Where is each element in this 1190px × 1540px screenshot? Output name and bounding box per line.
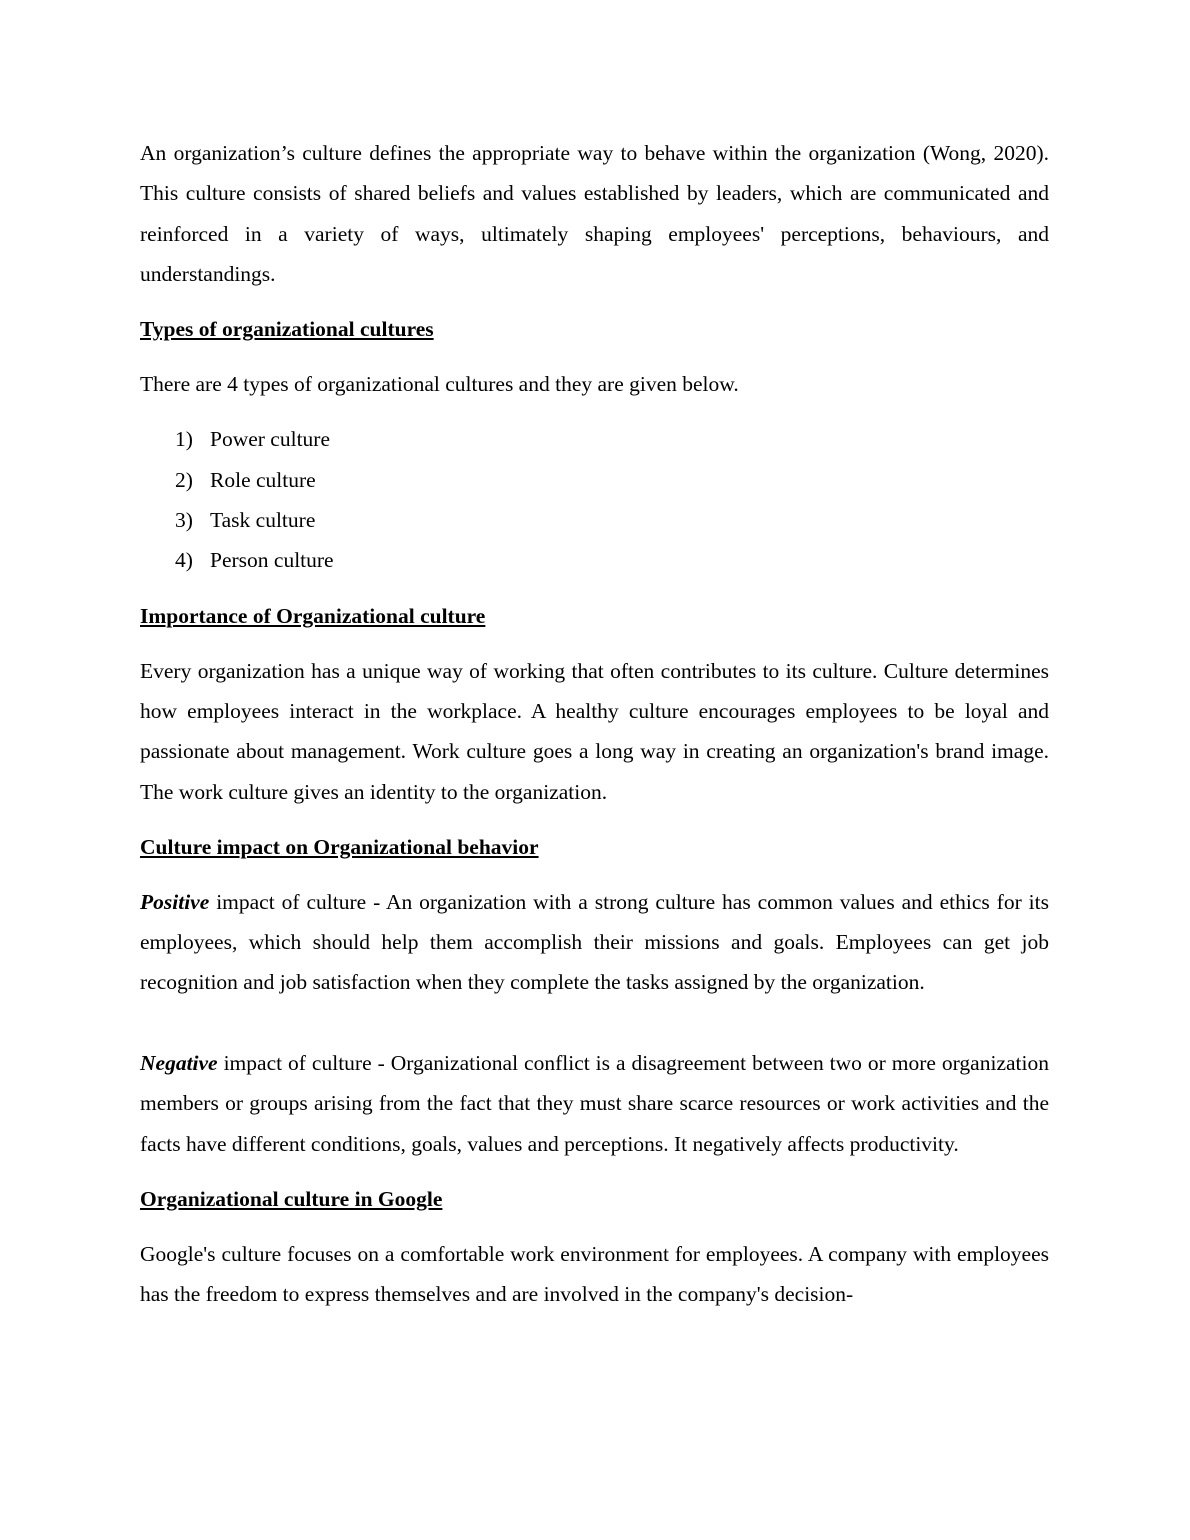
intro-paragraph: An organization’s culture defines the appropriate way to behave within the organization (Wong, 2020). This culture consists of shared beliefs and values established by leaders, which are communicated and reinforced in a variety of ways, ultimately shaping employees' perceptions, behaviours, and understandings. xyxy=(140,141,1049,286)
negative-label: Negative xyxy=(140,1051,218,1076)
list-number: 3) xyxy=(175,508,193,533)
list-item-label: Role culture xyxy=(210,467,316,492)
document-page xyxy=(140,133,1049,1315)
negative-impact-paragraph xyxy=(140,1043,1049,1164)
types-heading: Types of organizational cultures xyxy=(140,317,434,342)
culture-types-list xyxy=(140,419,1049,580)
list-item-label: Task culture xyxy=(210,508,316,533)
positive-label: Positive xyxy=(140,889,210,914)
list-number: 4) xyxy=(175,548,193,573)
google-paragraph: Google's culture focuses on a comfortable work environment for employees. A company with employees has the freedom to express themselves and are involved in the company's decision- xyxy=(140,1241,1049,1307)
list-number: 1) xyxy=(175,427,193,452)
list-item xyxy=(140,419,1049,459)
list-item-label: Power culture xyxy=(210,427,331,452)
google-heading: Organizational culture in Google xyxy=(140,1186,443,1211)
importance-paragraph: Every organization has a unique way of working that often contributes to its culture. Culture determines how employees interact in the workplace. A healthy culture encourages employees to be loyal and passionate about management. Work culture goes a long way in creating an organization's brand image. The work culture gives an identity to the organization. xyxy=(140,658,1049,804)
impact-heading: Culture impact on Organizational behavior xyxy=(140,834,539,859)
list-number: 2) xyxy=(175,467,193,492)
list-item xyxy=(140,500,1049,540)
importance-heading: Importance of Organizational culture xyxy=(140,603,486,628)
list-item xyxy=(140,460,1049,500)
positive-impact-paragraph xyxy=(140,882,1049,1003)
types-paragraph: There are 4 types of organizational cultures and they are given below. xyxy=(140,372,739,397)
negative-impact-text: impact of culture - Organizational conflict is a disagreement between two or more organization members or groups arising from the fact that they must share scarce resources or work activities and the facts have different conditions, goals, values and perceptions. It negatively affects productivity. xyxy=(140,1051,1049,1156)
list-item-label: Person culture xyxy=(210,548,334,573)
positive-impact-text: impact of culture - An organization with a strong culture has common values and ethics for its employees, which should help them accomplish their missions and goals. Employees can get job recognition and job satisfaction when they complete the tasks assigned by the organization. xyxy=(140,889,1049,995)
blank-line xyxy=(140,1003,1049,1043)
list-item xyxy=(140,540,1049,580)
